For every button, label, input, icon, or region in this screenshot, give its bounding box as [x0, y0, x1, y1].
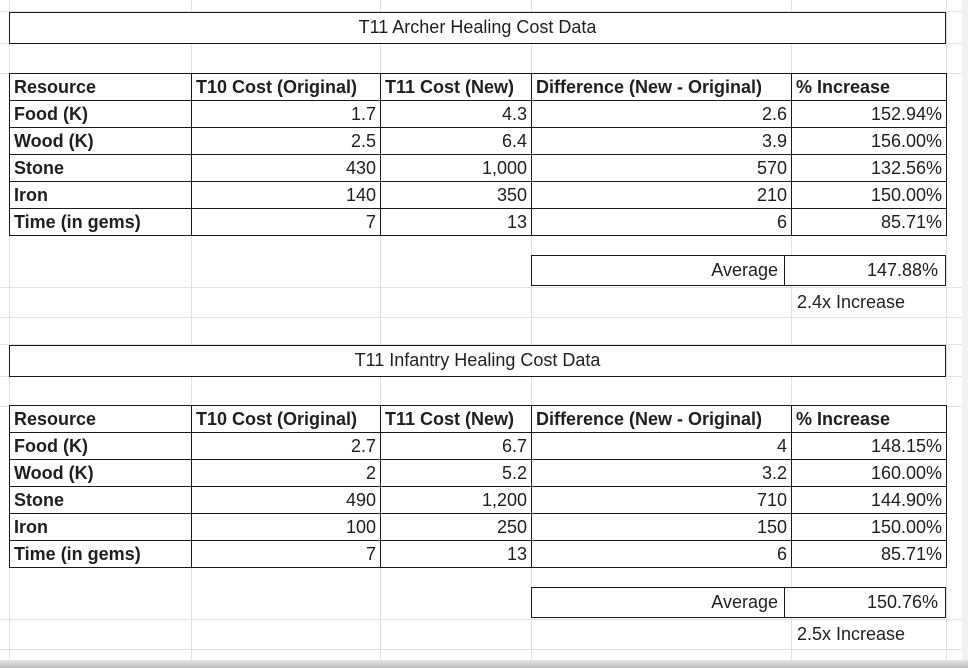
t10-cost-cell[interactable]: 430	[192, 155, 381, 182]
t11-cost-cell[interactable]: 350	[381, 182, 532, 209]
infantry-cost-table	[9, 405, 947, 568]
resource-cell[interactable]: Wood (K)	[10, 128, 192, 155]
grid-line	[0, 317, 962, 318]
table-header-row	[10, 74, 947, 101]
t11-cost-cell[interactable]: 6.7	[381, 433, 532, 460]
percent-increase-cell[interactable]: 85.71%	[792, 209, 947, 236]
resource-cell[interactable]: Iron	[10, 182, 192, 209]
grid-line	[0, 649, 962, 650]
table-row	[10, 460, 947, 487]
t10-cost-cell[interactable]: 140	[192, 182, 381, 209]
average-label-cell[interactable]: Average	[532, 256, 785, 285]
resource-cell[interactable]: Wood (K)	[10, 460, 192, 487]
t10-cost-cell[interactable]: 2.7	[192, 433, 381, 460]
t11-cost-cell[interactable]: 1,200	[381, 487, 532, 514]
header-cell-t11-cost[interactable]: T11 Cost (New)	[381, 74, 532, 101]
t10-cost-cell[interactable]: 2	[192, 460, 381, 487]
average-value-cell[interactable]: 147.88%	[866, 260, 938, 280]
percent-increase-cell[interactable]: 85.71%	[792, 541, 947, 568]
horizontal-scrollbar[interactable]	[0, 660, 968, 668]
t11-cost-cell[interactable]: 13	[381, 209, 532, 236]
table-row	[10, 155, 947, 182]
infantry-average-row	[531, 587, 946, 618]
difference-cell[interactable]: 2.6	[532, 101, 792, 128]
difference-cell[interactable]: 210	[532, 182, 792, 209]
header-cell-percent-increase[interactable]: % Increase	[792, 74, 947, 101]
difference-cell[interactable]: 570	[532, 155, 792, 182]
archer-cost-table	[9, 73, 947, 236]
t11-cost-cell[interactable]: 5.2	[381, 460, 532, 487]
t11-cost-cell[interactable]: 6.4	[381, 128, 532, 155]
difference-cell[interactable]: 150	[532, 514, 792, 541]
header-cell-t11-cost[interactable]: T11 Cost (New)	[381, 406, 532, 433]
t10-cost-cell[interactable]: 2.5	[192, 128, 381, 155]
percent-increase-cell[interactable]: 152.94%	[792, 101, 947, 128]
t10-cost-cell[interactable]: 7	[192, 541, 381, 568]
table-row	[10, 514, 947, 541]
header-cell-t10-cost[interactable]: T10 Cost (Original)	[192, 406, 381, 433]
table-row	[10, 541, 947, 568]
difference-cell[interactable]: 6	[532, 541, 792, 568]
resource-cell[interactable]: Time (in gems)	[10, 209, 192, 236]
t10-cost-cell[interactable]: 7	[192, 209, 381, 236]
resource-cell[interactable]: Stone	[10, 487, 192, 514]
t10-cost-cell[interactable]: 100	[192, 514, 381, 541]
header-cell-percent-increase[interactable]: % Increase	[792, 406, 947, 433]
sheet-edge	[962, 0, 968, 660]
resource-cell[interactable]: Food (K)	[10, 101, 192, 128]
percent-increase-cell[interactable]: 150.00%	[792, 182, 947, 209]
resource-cell[interactable]: Food (K)	[10, 433, 192, 460]
archer-increase-note[interactable]: 2.4x Increase	[797, 292, 906, 312]
resource-cell[interactable]: Stone	[10, 155, 192, 182]
t11-cost-cell[interactable]: 250	[381, 514, 532, 541]
header-cell-resource[interactable]: Resource	[10, 406, 192, 433]
table-row	[10, 487, 947, 514]
table-row	[10, 101, 947, 128]
resource-cell[interactable]: Time (in gems)	[10, 541, 192, 568]
table-header-row	[10, 406, 947, 433]
header-cell-difference[interactable]: Difference (New - Original)	[532, 406, 792, 433]
percent-increase-cell[interactable]: 148.15%	[792, 433, 947, 460]
percent-increase-cell[interactable]: 150.00%	[792, 514, 947, 541]
table-row	[10, 209, 947, 236]
average-label-cell[interactable]: Average	[532, 588, 785, 617]
t10-cost-cell[interactable]: 1.7	[192, 101, 381, 128]
header-cell-t10-cost[interactable]: T10 Cost (Original)	[192, 74, 381, 101]
grid-line	[0, 619, 962, 620]
percent-increase-cell[interactable]: 144.90%	[792, 487, 947, 514]
table-row	[10, 182, 947, 209]
difference-cell[interactable]: 3.9	[532, 128, 792, 155]
table-row	[10, 128, 947, 155]
t11-cost-cell[interactable]: 13	[381, 541, 532, 568]
difference-cell[interactable]: 3.2	[532, 460, 792, 487]
average-value-cell[interactable]: 150.76%	[866, 592, 938, 612]
difference-cell[interactable]: 6	[532, 209, 792, 236]
percent-increase-cell[interactable]: 160.00%	[792, 460, 947, 487]
t11-cost-cell[interactable]: 4.3	[381, 101, 532, 128]
archer-table-title[interactable]: T11 Archer Healing Cost Data	[9, 12, 946, 44]
resource-cell[interactable]: Iron	[10, 514, 192, 541]
header-cell-difference[interactable]: Difference (New - Original)	[532, 74, 792, 101]
percent-increase-cell[interactable]: 132.56%	[792, 155, 947, 182]
difference-cell[interactable]: 4	[532, 433, 792, 460]
difference-cell[interactable]: 710	[532, 487, 792, 514]
t10-cost-cell[interactable]: 490	[192, 487, 381, 514]
archer-average-row	[531, 255, 946, 286]
infantry-increase-note[interactable]: 2.5x Increase	[797, 624, 906, 644]
header-cell-resource[interactable]: Resource	[10, 74, 192, 101]
grid-line	[0, 287, 962, 288]
infantry-table-title[interactable]: T11 Infantry Healing Cost Data	[9, 345, 946, 377]
t11-cost-cell[interactable]: 1,000	[381, 155, 532, 182]
percent-increase-cell[interactable]: 156.00%	[792, 128, 947, 155]
table-row	[10, 433, 947, 460]
